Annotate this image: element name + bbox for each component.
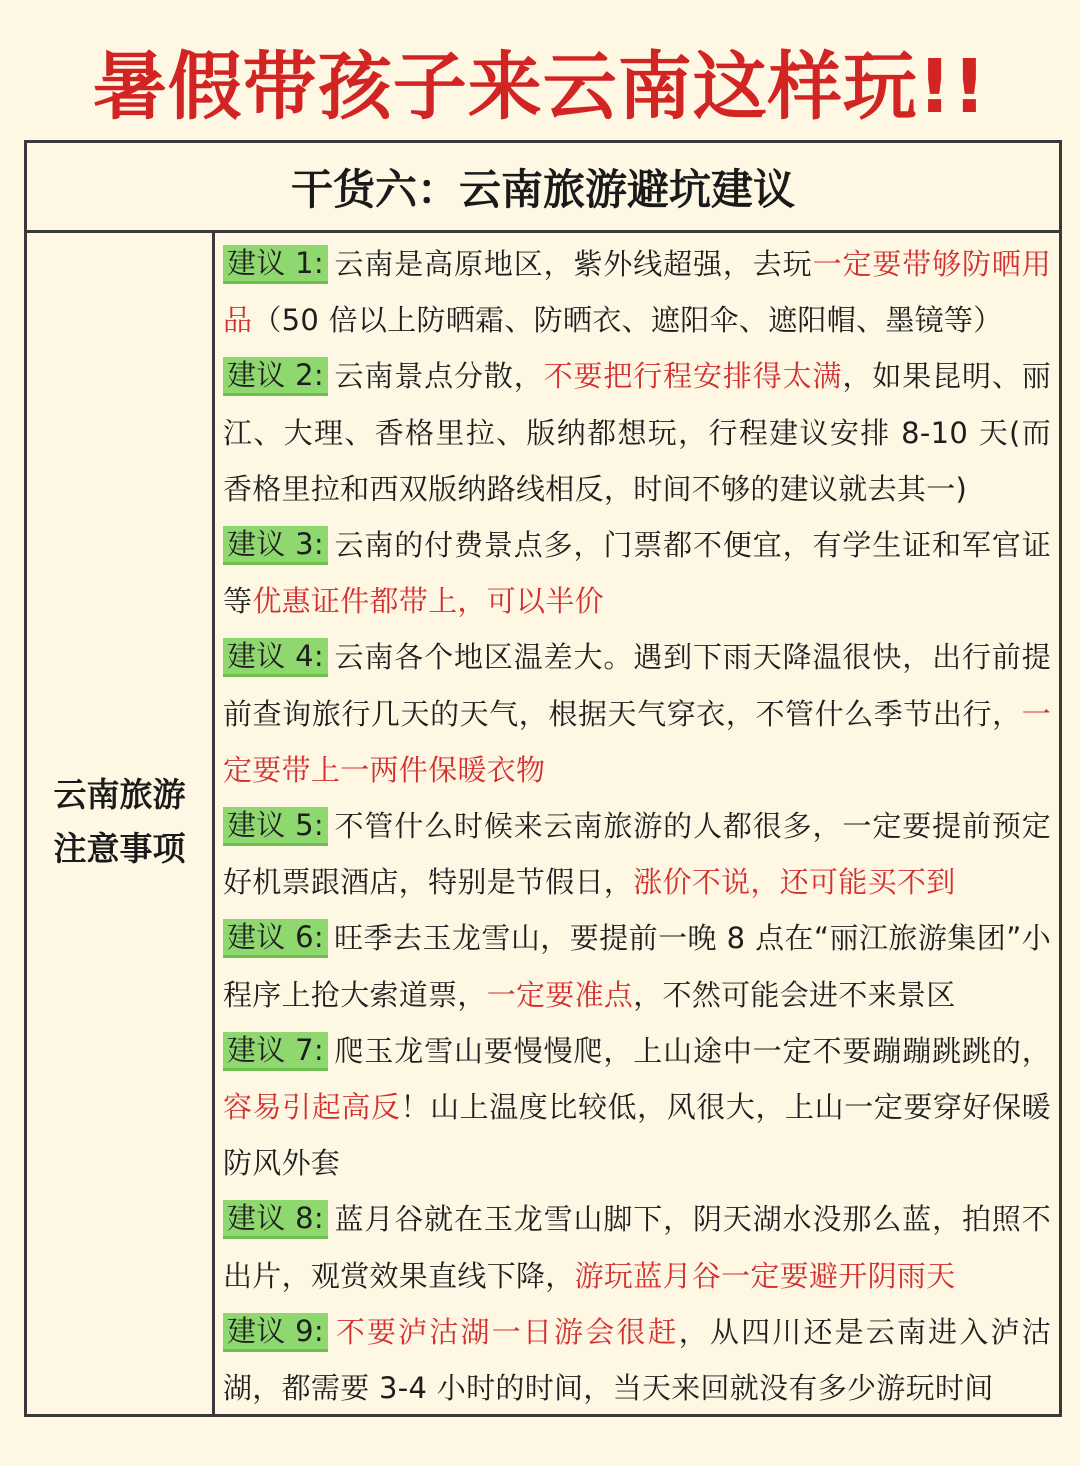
tip-highlight: 一定要带够防晒用品 <box>223 247 1051 338</box>
tip-label: 建议 2: <box>223 357 328 396</box>
tip-text: ，不然可能会进不来景区 <box>633 977 956 1012</box>
tip-text: 云南各个地区温差大。遇到下雨天降温很快，出行前提前查询旅行几天的天气，根据天气穿衣，不管什么季节出行， <box>223 640 1051 731</box>
tip-item <box>223 1023 1051 1192</box>
tip-label: 建议 3: <box>223 526 328 565</box>
category-line-2: 注意事项 <box>53 829 186 868</box>
tip-highlight: 优惠证件都带上，可以半价 <box>252 584 604 619</box>
tips-list <box>215 230 1059 1414</box>
tip-label: 建议 9: <box>223 1313 328 1352</box>
tip-label: 建议 7: <box>223 1032 328 1071</box>
tip-highlight: 一定要带上一两件保暖衣物 <box>223 696 1051 787</box>
tip-item <box>223 517 1051 629</box>
tip-label: 建议 1: <box>223 245 328 284</box>
tip-text: 云南的付费景点多，门票都不便宜，有学生证和军官证等 <box>223 528 1051 619</box>
tip-item <box>223 798 1051 910</box>
tip-text: 云南景点分散， <box>333 359 544 394</box>
tip-highlight: 游玩蓝月谷一定要避开阴雨天 <box>574 1258 956 1293</box>
tip-text: （50 倍以上防晒霜、防晒衣、遮阳伞、遮阳帽、墨镜等） <box>252 303 1003 338</box>
tip-item <box>223 629 1051 798</box>
table-header: 干货六：云南旅游避坑建议 <box>27 143 1059 233</box>
tip-text: 蓝月谷就在玉龙雪山脚下，阴天湖水没那么蓝，拍照不出片，观赏效果直线下降， <box>223 1202 1051 1293</box>
tip-text: 爬玉龙雪山要慢慢爬，上山途中一定不要蹦蹦跳跳的， <box>333 1033 1051 1068</box>
tip-text: 旺季去玉龙雪山，要提前一晚 8 点在“丽江旅游集团”小程序上抢大索道票， <box>223 921 1051 1012</box>
tip-highlight: 涨价不说，还可能买不到 <box>633 865 956 900</box>
tip-text: 不管什么时候来云南旅游的人都很多，一定要提前预定好机票跟酒店，特别是节假日， <box>223 809 1051 900</box>
tip-highlight: 不要泸沽湖一日游会很赶 <box>333 1314 679 1349</box>
tip-highlight: 容易引起高反 <box>223 1090 401 1125</box>
tip-label: 建议 5: <box>223 807 328 846</box>
tip-text: ！山上温度比较低，风很大，上山一定要穿好保暖防风外套 <box>223 1090 1051 1181</box>
category-line-1: 云南旅游 <box>53 775 186 814</box>
page-title: 暑假带孩子来云南这样玩!! <box>92 44 988 130</box>
tip-item <box>223 236 1051 348</box>
tip-text: ，从四川还是云南进入泸沽湖，都需要 3-4 小时的时间，当天来回就没有多少游玩时间 <box>223 1314 1051 1406</box>
tip-highlight: 一定要准点 <box>486 977 634 1012</box>
tip-label: 建议 6: <box>223 919 328 958</box>
tip-label: 建议 4: <box>223 638 328 677</box>
category-cell <box>27 230 215 1414</box>
tip-text: 云南是高原地区，紫外线超强，去玩 <box>333 247 813 281</box>
tip-item <box>223 348 1051 517</box>
tips-table <box>24 140 1062 1417</box>
tip-item <box>223 1304 1051 1416</box>
tip-label: 建议 8: <box>223 1200 328 1239</box>
tip-item <box>223 910 1051 1022</box>
tip-text: ，如果昆明、丽江、大理、香格里拉、版纳都想玩，行程建议安排 8-10 天(而香格里拉和西双版纳路线相反，时间不够的建议就去其一) <box>223 359 1051 506</box>
tip-item <box>223 1191 1051 1303</box>
tip-highlight: 不要把行程安排得太满 <box>543 359 843 394</box>
